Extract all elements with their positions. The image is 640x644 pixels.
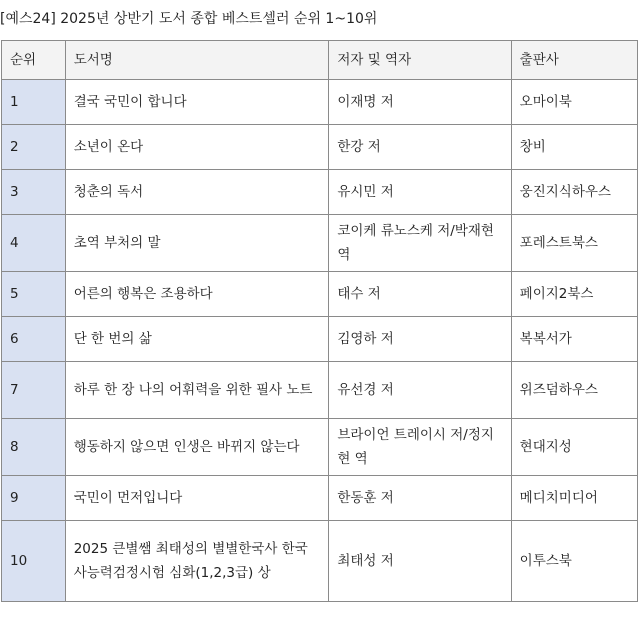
author-cell: 김영하 저 <box>329 317 511 362</box>
book-title-cell: 국민이 먼저입니다 <box>65 476 329 521</box>
header-author: 저자 및 역자 <box>329 41 511 80</box>
page-title: [예스24] 2025년 상반기 도서 종합 베스트셀러 순위 1~10위 <box>0 11 378 27</box>
author-cell: 이재명 저 <box>329 80 511 125</box>
publisher-cell: 위즈덤하우스 <box>511 362 637 419</box>
table-row <box>2 215 638 272</box>
author-cell: 유시민 저 <box>329 170 511 215</box>
publisher-cell: 복복서가 <box>511 317 637 362</box>
author-cell: 브라이언 트레이시 저/정지현 역 <box>329 419 511 476</box>
header-rank: 순위 <box>2 41 66 80</box>
table-row <box>2 170 638 215</box>
publisher-cell: 페이지2북스 <box>511 272 637 317</box>
rank-cell: 10 <box>2 521 66 602</box>
author-cell: 태수 저 <box>329 272 511 317</box>
table-row <box>2 80 638 125</box>
publisher-cell: 창비 <box>511 125 637 170</box>
rank-cell: 2 <box>2 125 66 170</box>
book-title-cell: 초역 부처의 말 <box>65 215 329 272</box>
book-title-cell: 어른의 행복은 조용하다 <box>65 272 329 317</box>
rank-cell: 5 <box>2 272 66 317</box>
publisher-cell: 현대지성 <box>511 419 637 476</box>
book-title-cell: 결국 국민이 합니다 <box>65 80 329 125</box>
table-row <box>2 362 638 419</box>
book-title-cell: 단 한 번의 삶 <box>65 317 329 362</box>
table-row <box>2 476 638 521</box>
author-cell: 유선경 저 <box>329 362 511 419</box>
author-cell: 코이케 류노스케 저/박재현 역 <box>329 215 511 272</box>
table-row <box>2 125 638 170</box>
table-row <box>2 272 638 317</box>
rank-cell: 1 <box>2 80 66 125</box>
rank-cell: 8 <box>2 419 66 476</box>
header-publisher: 출판사 <box>511 41 637 80</box>
table-row <box>2 419 638 476</box>
publisher-cell: 이투스북 <box>511 521 637 602</box>
book-title-cell: 소년이 온다 <box>65 125 329 170</box>
rank-cell: 6 <box>2 317 66 362</box>
publisher-cell: 포레스트북스 <box>511 215 637 272</box>
table-header-row <box>2 41 638 80</box>
author-cell: 한동훈 저 <box>329 476 511 521</box>
book-title-cell: 하루 한 장 나의 어휘력을 위한 필사 노트 <box>65 362 329 419</box>
table-row <box>2 521 638 602</box>
rank-cell: 9 <box>2 476 66 521</box>
book-title-cell: 청춘의 독서 <box>65 170 329 215</box>
book-title-cell: 행동하지 않으면 인생은 바뀌지 않는다 <box>65 419 329 476</box>
table-row <box>2 317 638 362</box>
header-book-title: 도서명 <box>65 41 329 80</box>
author-cell: 한강 저 <box>329 125 511 170</box>
publisher-cell: 메디치미디어 <box>511 476 637 521</box>
rank-cell: 4 <box>2 215 66 272</box>
publisher-cell: 오마이북 <box>511 80 637 125</box>
author-cell: 최태성 저 <box>329 521 511 602</box>
publisher-cell: 웅진지식하우스 <box>511 170 637 215</box>
rank-cell: 7 <box>2 362 66 419</box>
rank-cell: 3 <box>2 170 66 215</box>
book-title-cell: 2025 큰별쌤 최태성의 별별한국사 한국사능력검정시험 심화(1,2,3급) 상 <box>65 521 329 602</box>
bestseller-table <box>1 40 638 602</box>
